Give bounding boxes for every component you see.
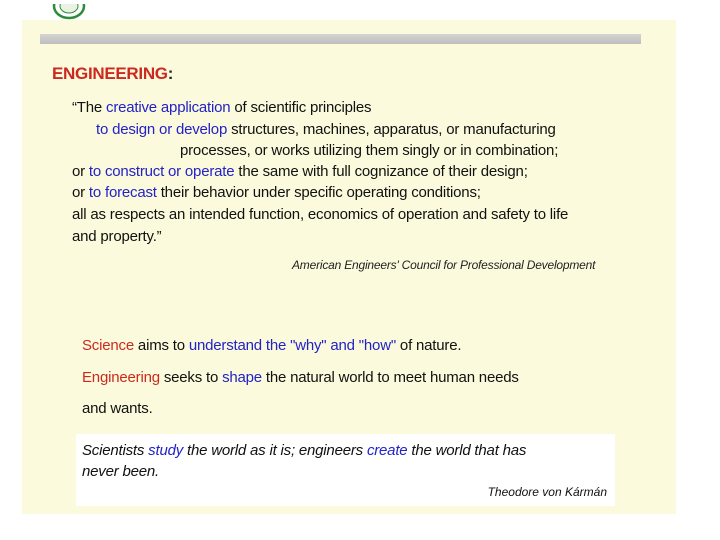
engineering-statement-continued: and wants.	[82, 400, 153, 417]
quote-box	[76, 434, 615, 506]
definition-heading	[52, 64, 173, 84]
definition-line-5-post: their behavior under specific operating conditions;	[156, 184, 481, 201]
definition-line-7: and property.”	[72, 228, 162, 245]
definition-line-4-highlight: to construct or operate	[88, 163, 235, 180]
logo-icon	[52, 4, 86, 26]
definition-line-4-pre: or	[72, 163, 89, 180]
science-mid: aims to	[133, 337, 189, 354]
definition-line-2-highlight: to design or develop	[96, 121, 228, 138]
definition-line-4	[72, 163, 528, 180]
definition-line-1-highlight: creative application	[106, 99, 231, 116]
definition-line-1-pre: “The	[72, 99, 107, 116]
heading-word: ENGINEERING	[52, 64, 168, 83]
definition-line-6: all as respects an intended function, economics of operation and safety to life	[72, 206, 569, 223]
science-highlight: understand the "why" and "how"	[188, 337, 396, 354]
quote-highlight-study: study	[148, 442, 184, 459]
definition-line-5-pre: or	[72, 184, 89, 201]
quote-line-1	[82, 442, 526, 459]
engineering-post: the natural world to meet human needs	[261, 369, 519, 386]
quote-line-2: never been.	[82, 463, 160, 480]
definition-line-4-post: the same with full cognizance of their design;	[234, 163, 528, 180]
science-post: of nature.	[395, 337, 462, 354]
definition-line-1-post: of scientific principles	[230, 99, 372, 116]
quote-author: Theodore von Kármán	[487, 485, 607, 499]
definition-line-5-highlight: to forecast	[88, 184, 157, 201]
engineering-subject: Engineering	[82, 369, 160, 386]
definition-line-3: processes, or works utilizing them singly or in combination;	[180, 142, 559, 159]
quote-part-c: the world that has	[407, 442, 527, 459]
definition-citation: American Engineers' Council for Professional Development	[292, 258, 596, 272]
definition-line-2-post: structures, machines, apparatus, or manufacturing	[227, 121, 556, 138]
quote-part-a: Scientists	[82, 442, 149, 459]
science-statement	[82, 337, 461, 354]
definition-line-1	[72, 99, 371, 116]
quote-part-b: the world as it is; engineers	[183, 442, 367, 459]
science-subject: Science	[82, 337, 134, 354]
engineering-mid: seeks to	[159, 369, 223, 386]
title-divider-bar	[40, 34, 641, 44]
engineering-highlight: shape	[222, 369, 262, 386]
heading-colon: :	[167, 64, 174, 83]
definition-line-2	[96, 121, 556, 138]
definition-line-5	[72, 184, 481, 201]
engineering-statement	[82, 369, 519, 386]
quote-highlight-create: create	[366, 442, 408, 459]
